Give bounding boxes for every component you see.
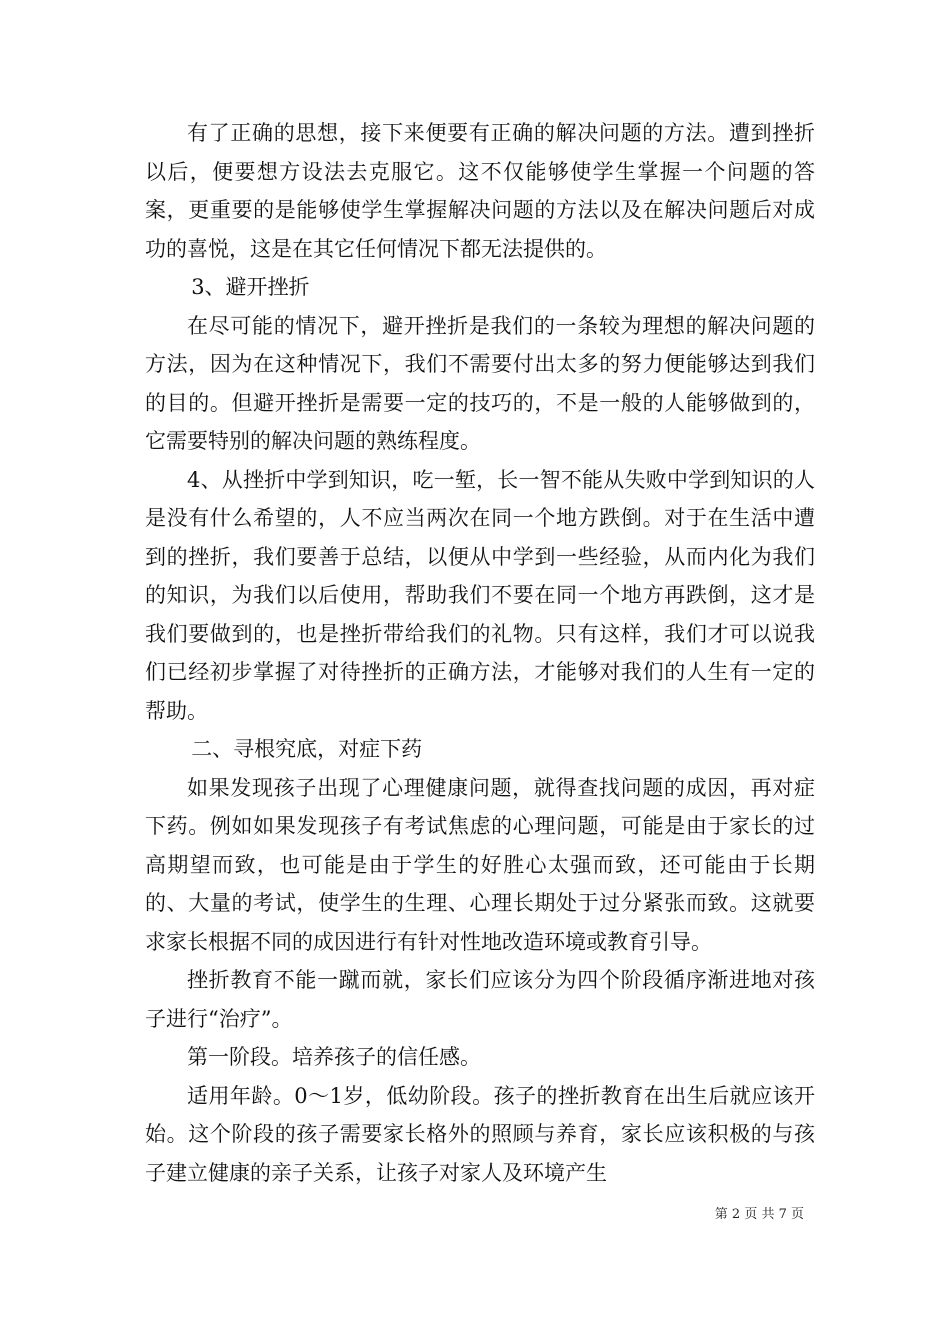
paragraph-avoid-setbacks: 在尽可能的情况下，避开挫折是我们的一条较为理想的解决问题的方法，因为在这种情况下，我们不需要付出太多的努力便能够达到我们的目的。但避开挫折是需要一定的技巧的，不是一般的人能够做到的，它需要特别的解决问题的熟练程度。	[145, 313, 815, 453]
paragraph-four-stages: 挫折教育不能一蹴而就，家长们应该分为四个阶段循序渐进地对孩子进行“治疗”。	[145, 968, 815, 1031]
heading-stage-one: 第一阶段。培养孩子的信任感。	[187, 1045, 481, 1069]
paragraph-learn-from-setbacks: 4、从挫折中学到知识，吃一堑，长一智不能从失败中学到知识的人是没有什么希望的，人不应当两次在同一个地方跌倒。对于在生活中遭到的挫折，我们要善于总结，以便从中学到一些经验，从而内化为我们的知识，为我们以后使用，帮助我们不要在同一个地方再跌倒，这才是我们要做到的，也是挫折带给我们的礼物。只有这样，我们才可以说我们已经初步掌握了对待挫折的正确方法，才能够对我们的人生有一定的帮助。	[145, 467, 815, 723]
paragraph-stage-one: 适用年龄。0～1岁，低幼阶段。孩子的挫折教育在出生后就应该开始。这个阶段的孩子需要家长格外的照顾与养育，家长应该积极的与孩子建立健康的亲子关系，让孩子对家人及环境产生	[145, 1083, 815, 1185]
paragraph-method: 有了正确的思想，接下来便要有正确的解决问题的方法。遭到挫折以后，便要想方设法去克服它。这不仅能够使学生掌握一个问题的答案，更重要的是能够使学生掌握解决问题的方法以及在解决问题后对成功的喜悦，这是在其它任何情况下都无法提供的。	[145, 121, 815, 261]
document-body	[145, 114, 815, 1192]
heading-avoid-setbacks: 3、避开挫折	[191, 275, 310, 299]
page-number: 第 2 页 共 7 页	[714, 1207, 804, 1222]
heading-find-root-cause: 二、寻根究底，对症下药	[191, 737, 423, 761]
paragraph-root-cause: 如果发现孩子出现了心理健康问题，就得查找问题的成因，再对症下药。例如如果发现孩子有考试焦虑的心理问题，可能是由于家长的过高期望而致，也可能是由于学生的好胜心太强而致，还可能由于长期的、大量的考试，使学生的生理、心理长期处于过分紧张而致。这就要求家长根据不同的成因进行有针对性地改造环境或教育引导。	[145, 775, 815, 954]
